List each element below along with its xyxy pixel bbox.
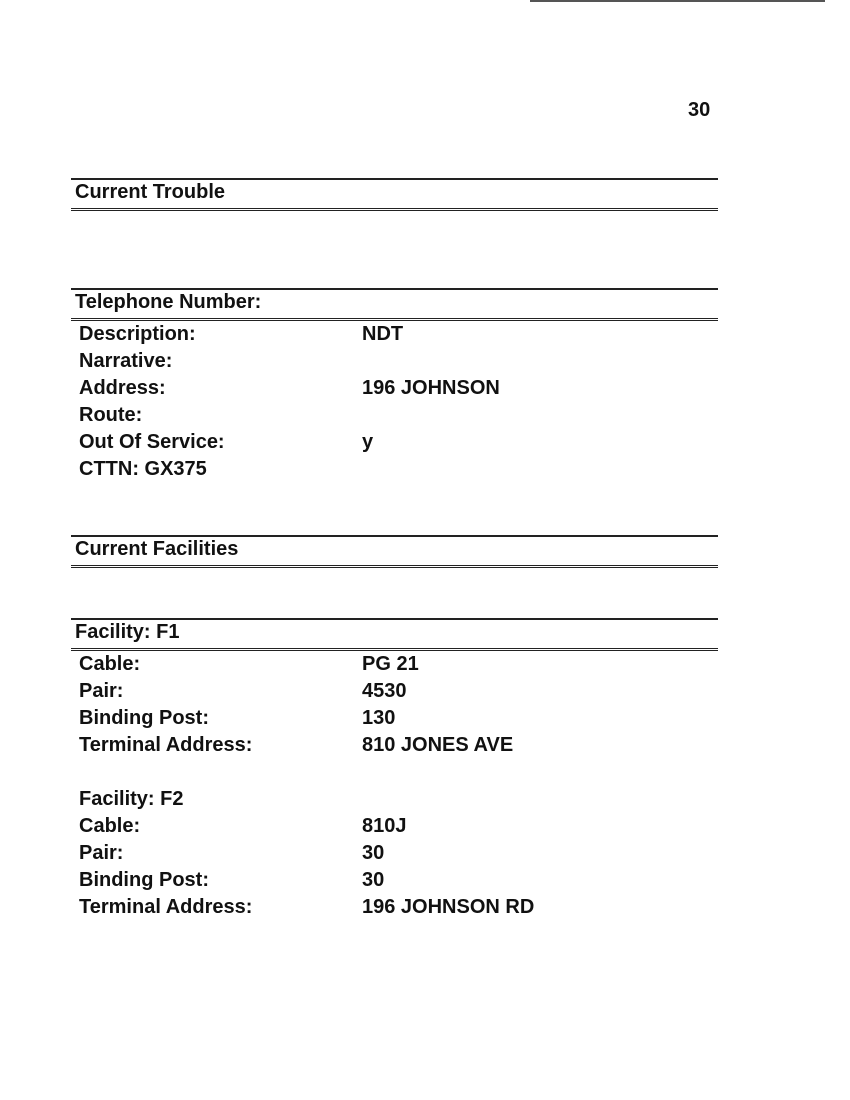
field-label: Binding Post: (79, 869, 209, 891)
field-row (75, 842, 718, 869)
field-row (75, 869, 718, 896)
field-value: y (362, 431, 374, 453)
current-trouble-header (71, 178, 718, 211)
facility-section (71, 618, 718, 923)
field-row (75, 431, 718, 458)
field-row (75, 377, 718, 404)
telephone-fields (71, 321, 718, 485)
field-row (75, 350, 718, 377)
field-label: Terminal Address: (79, 896, 253, 918)
field-label: Route: (79, 404, 143, 426)
facility-f1-heading: Facility: F1 (75, 621, 180, 643)
current-trouble-section (71, 178, 718, 211)
field-value: 30 (362, 869, 385, 891)
field-value: 30 (362, 842, 385, 864)
field-value: PG 21 (362, 653, 419, 675)
field-row (75, 458, 718, 485)
field-row (75, 653, 718, 680)
facility-f1-header (71, 618, 718, 651)
spacer (75, 761, 718, 788)
field-label: Narrative: (79, 350, 173, 372)
field-label: Pair: (79, 842, 124, 864)
field-value: 196 JOHNSON (362, 377, 500, 399)
field-label: CTTN: GX375 (79, 458, 207, 480)
field-label: Cable: (79, 653, 141, 675)
facility-f2-heading: Facility: F2 (79, 788, 184, 810)
field-row (75, 680, 718, 707)
field-value: 196 JOHNSON RD (362, 896, 535, 918)
field-value: NDT (362, 323, 404, 345)
field-label: Binding Post: (79, 707, 209, 729)
field-value: 810J (362, 815, 407, 837)
field-row (75, 404, 718, 431)
telephone-heading: Telephone Number: (75, 291, 262, 313)
facility-f2-heading-row (75, 788, 718, 815)
facility-f1-fields (71, 651, 718, 923)
current-facilities-heading: Current Facilities (75, 538, 239, 560)
current-facilities-header (71, 535, 718, 568)
field-row (75, 734, 718, 761)
field-label: Cable: (79, 815, 141, 837)
field-label: Description: (79, 323, 196, 345)
field-row (75, 896, 718, 923)
field-label: Out Of Service: (79, 431, 225, 453)
field-row (75, 815, 718, 842)
scan-edge-line (530, 0, 825, 2)
field-label: Address: (79, 377, 166, 399)
field-label: Terminal Address: (79, 734, 253, 756)
field-row (75, 707, 718, 734)
current-facilities-section (71, 535, 718, 568)
field-row (75, 323, 718, 350)
telephone-section (71, 288, 718, 485)
field-label: Pair: (79, 680, 124, 702)
page-number: 30 (688, 99, 711, 121)
field-value: 4530 (362, 680, 407, 702)
telephone-header (71, 288, 718, 321)
field-value: 130 (362, 707, 396, 729)
current-trouble-heading: Current Trouble (75, 181, 226, 203)
field-value: 810 JONES AVE (362, 734, 514, 756)
